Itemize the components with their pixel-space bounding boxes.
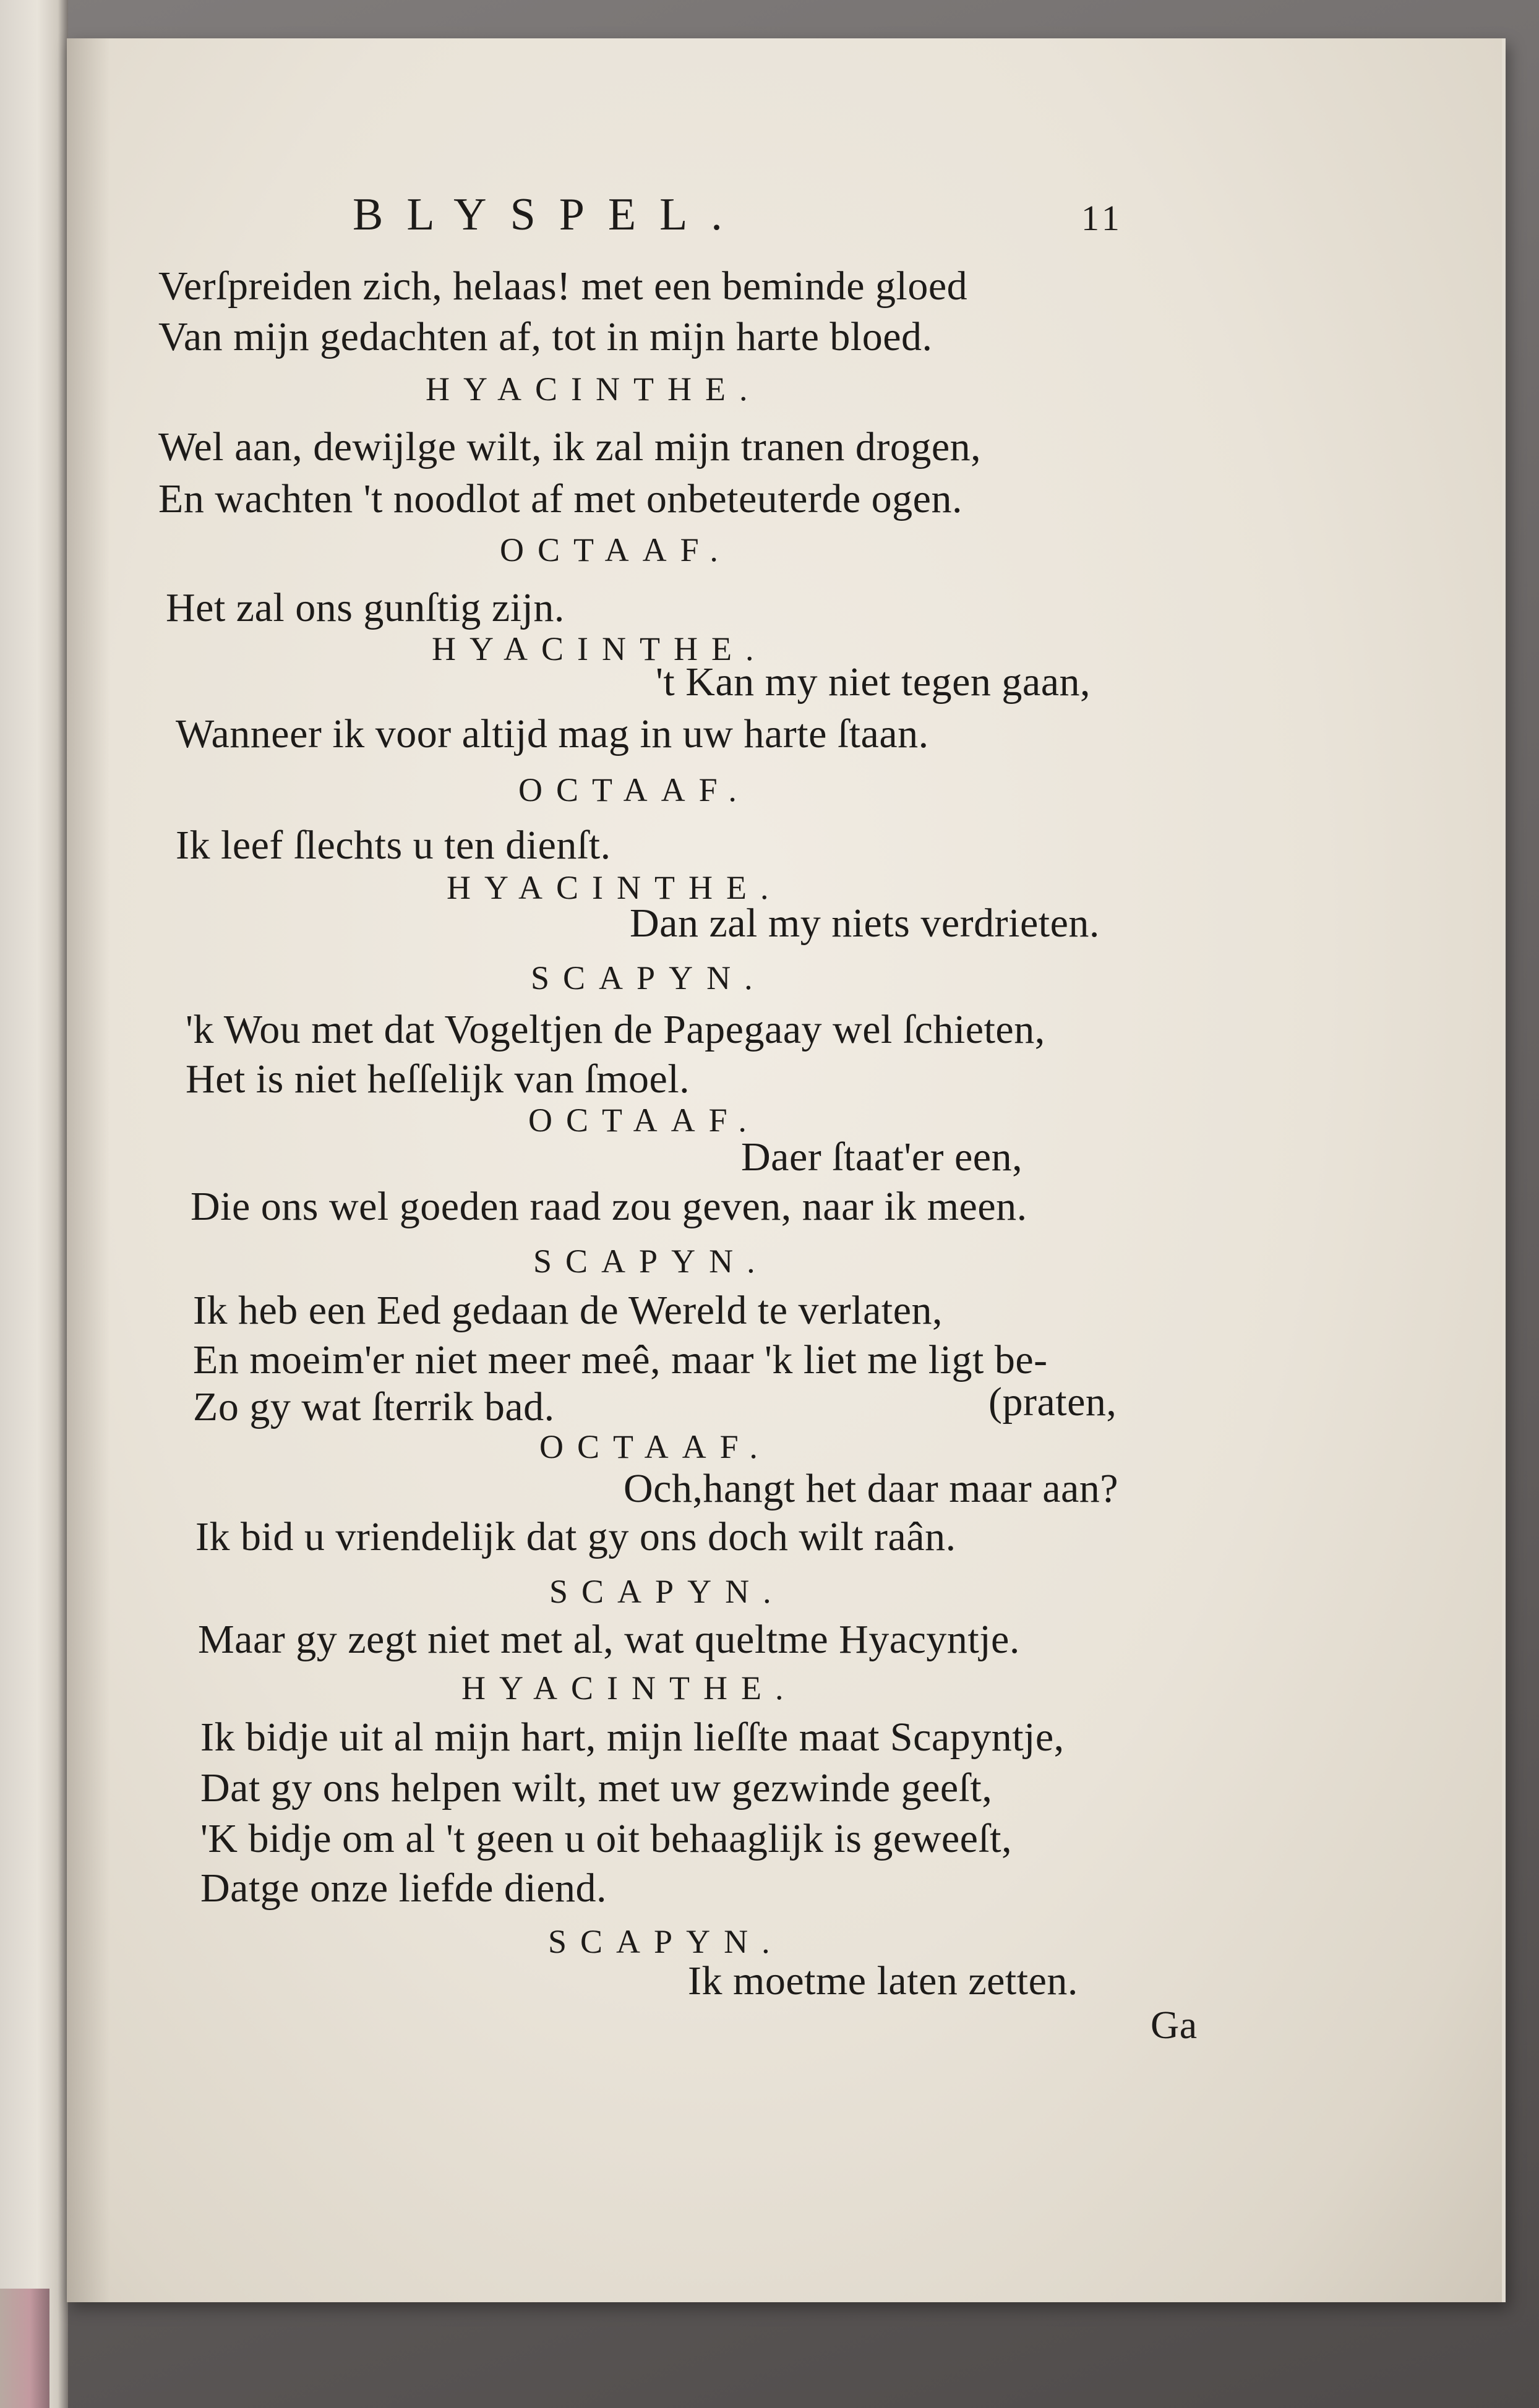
speaker-name: HYACINTHE.: [426, 371, 761, 408]
verse-line: Dan zal my niets verdrieten.: [630, 901, 1100, 946]
page-text: [67, 38, 1502, 2302]
verse-line: 'K bidje om al 't geen u oit behaaglijk is geweeſt,: [200, 1816, 1013, 1861]
verse-line: Het zal ons gunſtig zijn.: [166, 585, 565, 630]
verse-line: Maar gy zegt niet met al, wat queltme Hyacyntje.: [198, 1617, 1020, 1662]
previous-page-edge: [0, 0, 68, 2408]
page-number: 11: [1081, 198, 1123, 238]
running-head: BLYSPEL.: [353, 189, 746, 240]
speaker-name: OCTAAF.: [518, 771, 750, 808]
verse-line: En wachten 't noodlot af met onbeteuterde ogen.: [158, 476, 962, 521]
speaker-name: SCAPYN.: [548, 1923, 784, 1960]
verse-line: Het is niet heſſelijk van ſmoel.: [186, 1056, 690, 1102]
verse-line: Ik bidje uit al mijn hart, mijn lieſſte maat Scapyntje,: [200, 1715, 1065, 1760]
verse-line: Ik heb een Eed gedaan de Wereld te verlaten,: [193, 1288, 943, 1333]
verse-line: 't Kan my niet tegen gaan,: [656, 659, 1091, 705]
verse-line: Dat gy ons helpen wilt, met uw gezwinde geeſt,: [200, 1765, 993, 1810]
verse-line: 'k Wou met dat Vogeltjen de Papegaay wel ſchieten,: [186, 1007, 1045, 1052]
speaker-name: SCAPYN.: [531, 959, 766, 996]
catchword: Ga: [1151, 2003, 1198, 2047]
verse-line: Die ons wel goeden raad zou geven, naar ik meen.: [191, 1184, 1027, 1229]
speaker-name: HYACINTHE.: [432, 630, 768, 667]
verse-line: Och,hangt het daar maar aan?: [624, 1466, 1119, 1511]
verse-line-turnover: (praten,: [988, 1379, 1117, 1425]
speaker-name: OCTAAF.: [500, 531, 732, 568]
speaker-name: HYACINTHE.: [447, 869, 782, 906]
verse-line: Ik bid u vriendelijk dat gy ons doch wilt raân.: [195, 1514, 956, 1559]
verse-line: Wel aan, dewijlge wilt, ik zal mijn tranen drogen,: [158, 424, 982, 469]
speaker-name: OCTAAF.: [528, 1102, 760, 1139]
verse-line: Ik leef ſlechts u ten dienſt.: [176, 823, 611, 868]
verse-line: Wanneer ik voor altijd mag in uw harte ſtaan.: [176, 711, 929, 756]
verse-line: En moeim'er niet meer meê, maar 'k liet me ligt be-: [193, 1337, 1048, 1382]
speaker-name: OCTAAF.: [539, 1428, 771, 1465]
verse-line: Ik moetme laten zetten.: [688, 1958, 1078, 2003]
verse-line: Daer ſtaat'er een,: [741, 1134, 1023, 1180]
book-page: [67, 38, 1506, 2302]
verse-line: Verſpreiden zich, helaas! met een beminde gloed: [158, 264, 968, 309]
verse-line: Zo gy wat ſterrik bad.: [193, 1384, 555, 1429]
verse-line: Van mijn gedachten af, tot in mijn harte bloed.: [158, 314, 933, 359]
verse-line: Datge onze liefde diend.: [200, 1866, 607, 1911]
speaker-name: SCAPYN.: [533, 1243, 769, 1280]
speaker-name: SCAPYN.: [549, 1573, 785, 1610]
binding-edge: [0, 2289, 49, 2408]
speaker-name: HYACINTHE.: [461, 1669, 797, 1707]
